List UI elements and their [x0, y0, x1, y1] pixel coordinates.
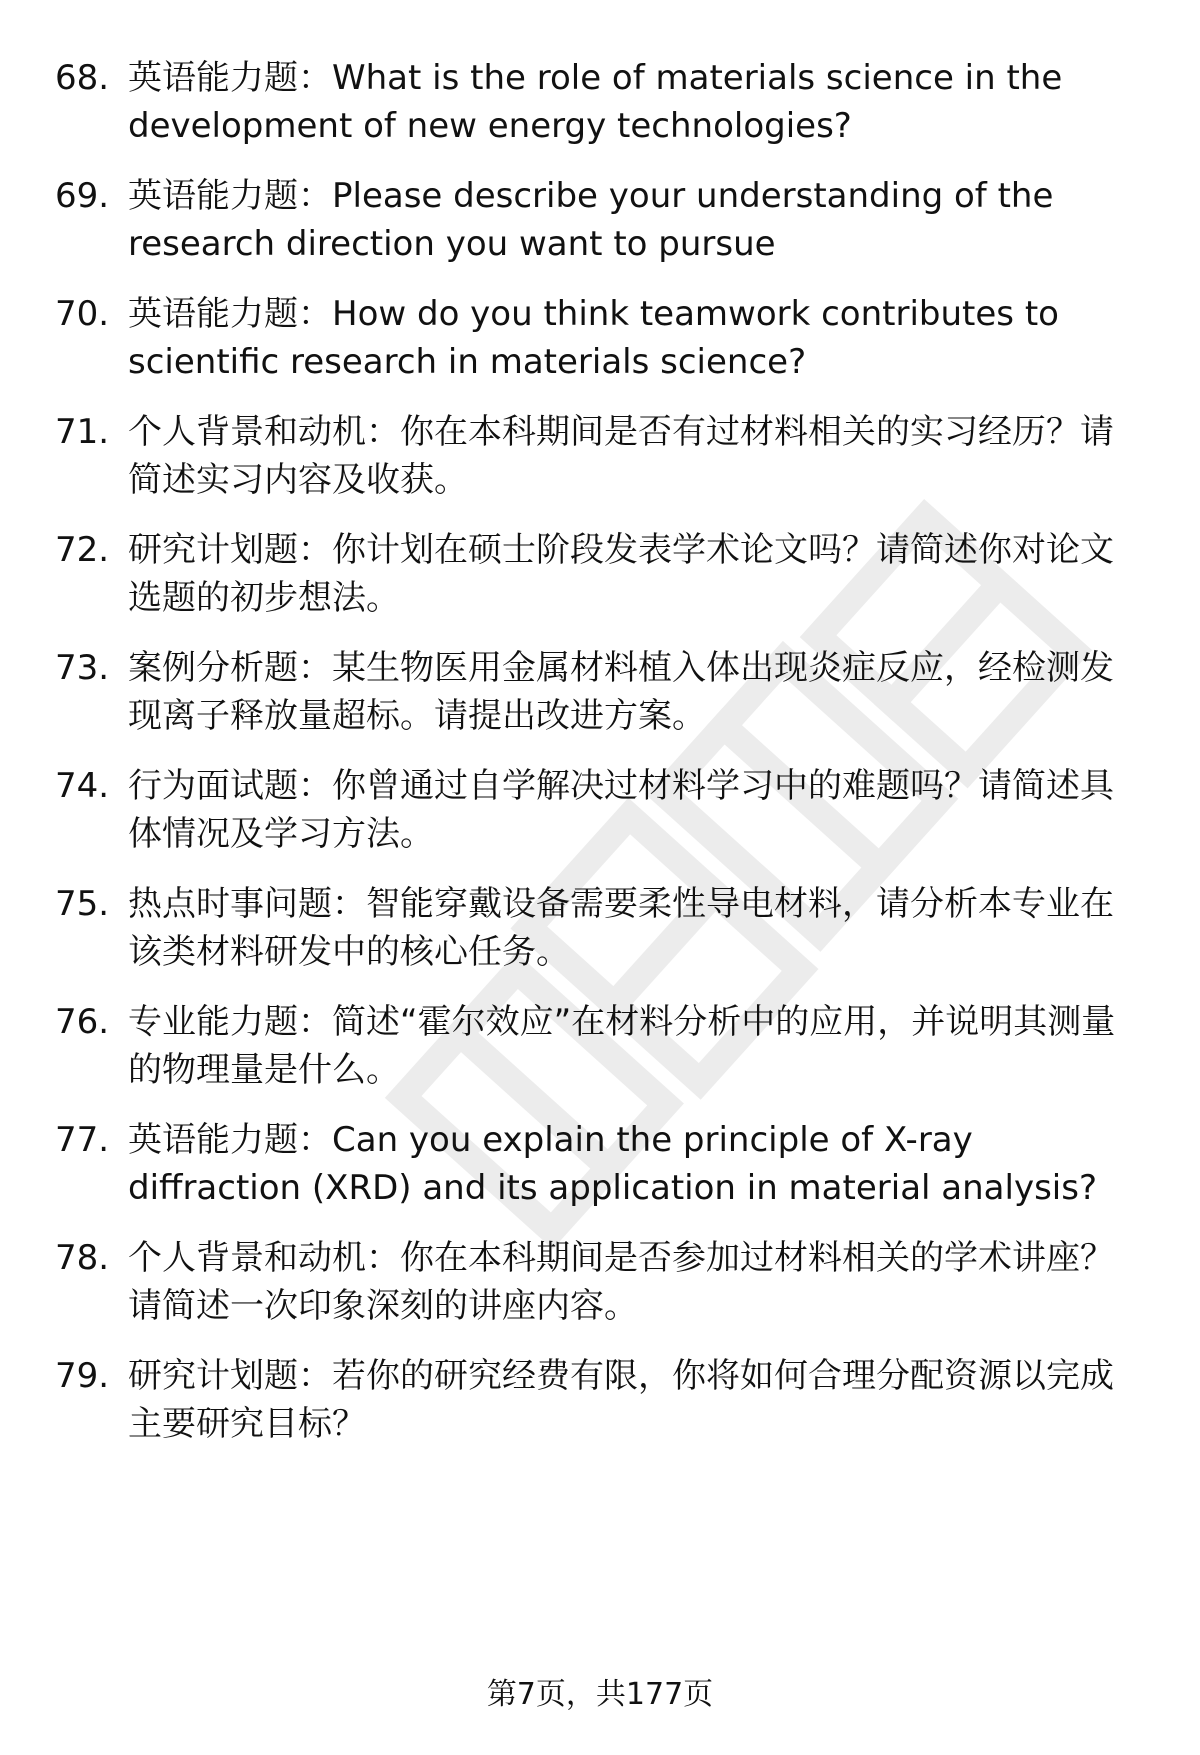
question-text: 个人背景和动机：你在本科期间是否参加过材料相关的学术讲座？请简述一次印象深刻的讲座内容。: [128, 1238, 1114, 1326]
question-text: 英语能力题：Please describe your understanding of the research direction you want to pursue: [128, 176, 1054, 264]
question-text: 英语能力题：What is the role of materials science in the development of new energy technologies?: [128, 58, 1063, 146]
question-text: 行为面试题：你曾通过自学解决过材料学习中的难题吗？请简述具体情况及学习方法。: [128, 766, 1114, 854]
question-number: 77.: [55, 1120, 110, 1160]
question-number: 69.: [55, 176, 110, 216]
question-number: 71.: [55, 412, 110, 452]
question-number: 68.: [55, 58, 110, 98]
question-number: 76.: [55, 1002, 110, 1042]
question-text: 研究计划题：若你的研究经费有限，你将如何合理分配资源以完成主要研究目标？: [128, 1356, 1114, 1444]
page-footer: 第7页，共177页: [486, 1677, 714, 1712]
question-number: 70.: [55, 294, 110, 334]
question-number: 78.: [55, 1238, 110, 1278]
question-text: 案例分析题：某生物医用金属材料植入体出现炎症反应，经检测发现离子释放量超标。请提出改进方案。: [128, 648, 1114, 736]
question-text: 个人背景和动机：你在本科期间是否有过材料相关的实习经历？请简述实习内容及收获。: [128, 412, 1114, 500]
question-number: 79.: [55, 1356, 110, 1396]
question-text: 英语能力题：How do you think teamwork contributes to scientific research in materials science?: [128, 294, 1059, 382]
question-text: 英语能力题：Can you explain the principle of X-ray diffraction (XRD) and its application in material analysis?: [128, 1120, 1097, 1208]
question-number: 72.: [55, 530, 110, 570]
question-text: 研究计划题：你计划在硕士阶段发表学术论文吗？请简述你对论文选题的初步想法。: [128, 530, 1114, 618]
question-text: 专业能力题：简述“霍尔效应”在材料分析中的应用，并说明其测量的物理量是什么。: [128, 1002, 1116, 1090]
question-text: 热点时事问题：智能穿戴设备需要柔性导电材料，请分析本专业在该类材料研发中的核心任务。: [128, 884, 1114, 972]
question-number: 73.: [55, 648, 110, 688]
question-number: 75.: [55, 884, 110, 924]
question-number: 74.: [55, 766, 110, 806]
